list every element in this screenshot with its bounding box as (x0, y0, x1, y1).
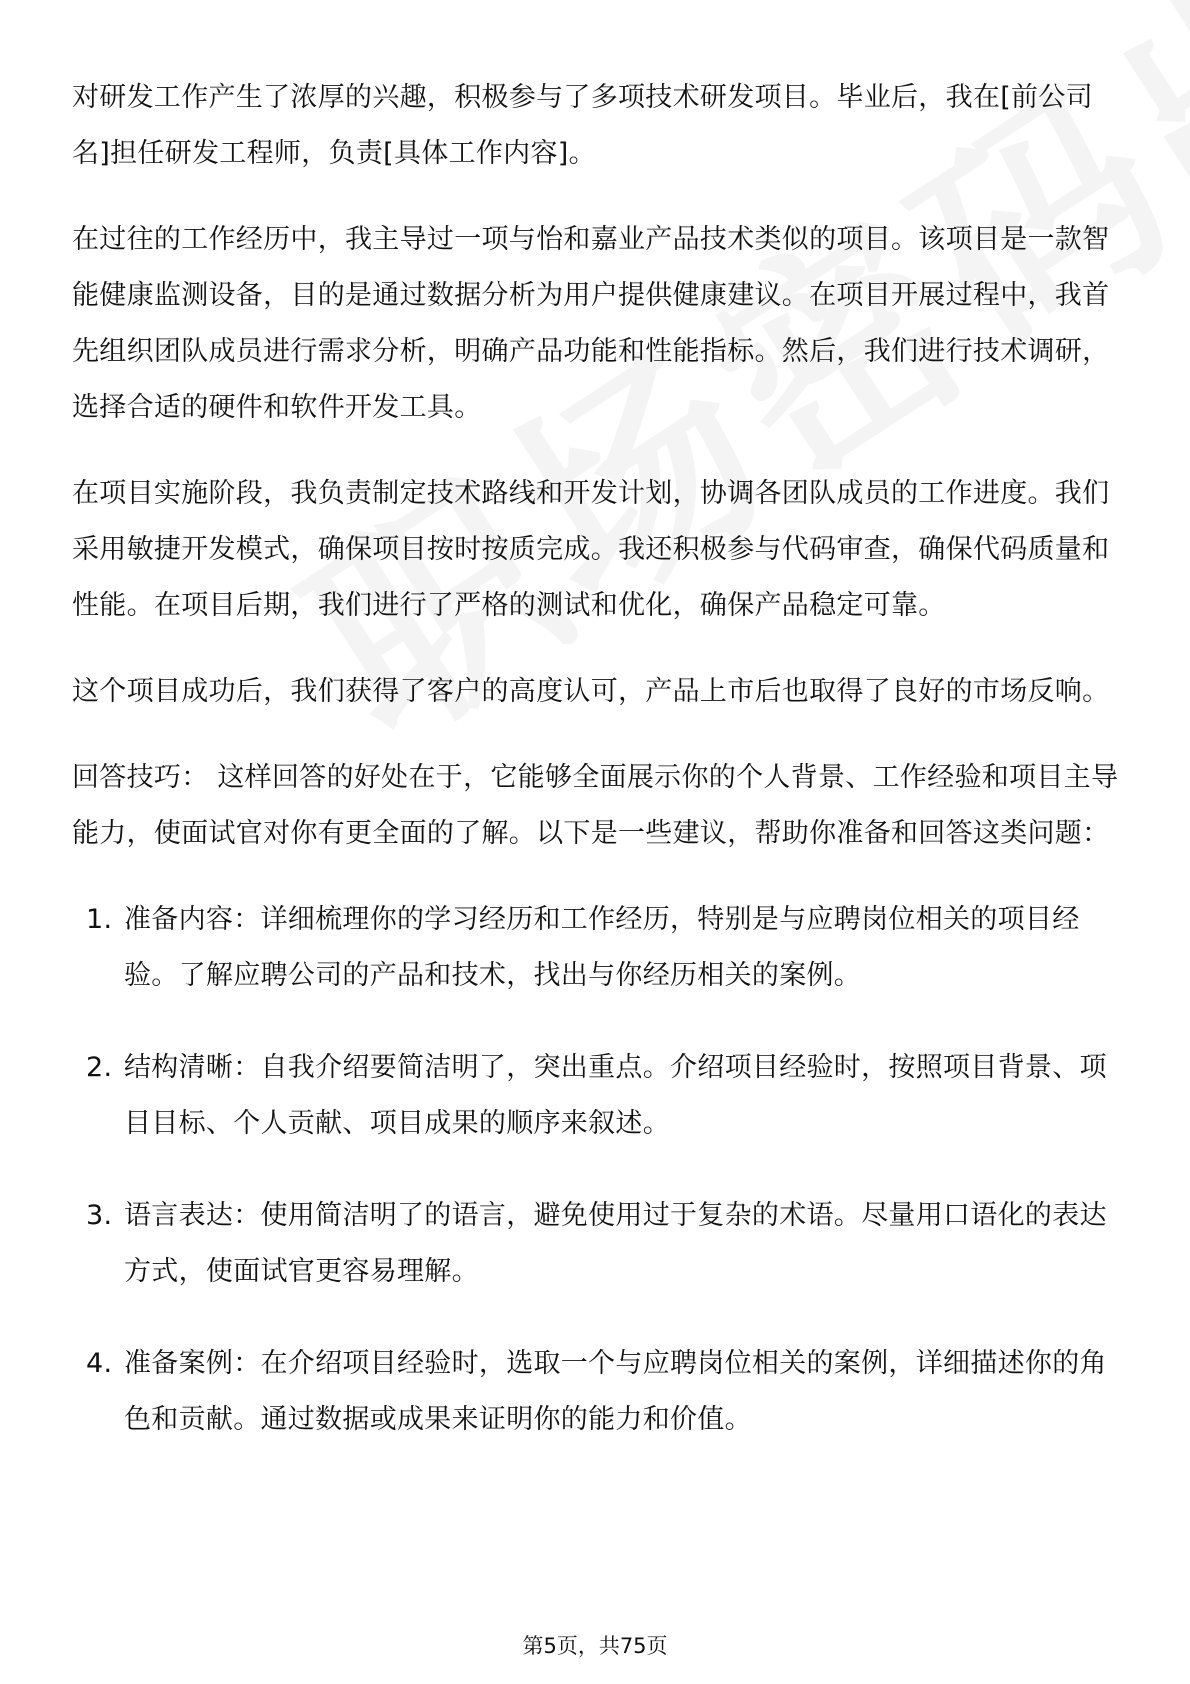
list-item (72, 1040, 1122, 1152)
list-item (72, 1336, 1122, 1448)
list-item-text: 结构清晰：自我介绍要简洁明了，突出重点。介绍项目经验时，按照项目背景、项目目标、个人贡献、项目成果的顺序来叙述。 (124, 1052, 1107, 1139)
list-item-text: 语言表达：使用简洁明了的语言，避免使用过于复杂的术语。尽量用口语化的表达方式，使面试官更容易理解。 (124, 1200, 1107, 1287)
paragraph: 这个项目成功后，我们获得了客户的高度认可，产品上市后也取得了良好的市场反响。 (72, 676, 1110, 707)
page-number: 第5页，共75页 (522, 1634, 668, 1658)
tips-list (72, 892, 1122, 1448)
list-item (72, 892, 1122, 1004)
list-number: 2. (86, 1052, 113, 1083)
list-item (72, 1188, 1122, 1300)
list-item-text: 准备内容：详细梳理你的学习经历和工作经历，特别是与应聘岗位相关的项目经验。了解应聘公司的产品和技术，找出与你经历相关的案例。 (124, 904, 1080, 991)
paragraph: 对研发工作产生了浓厚的兴趣，积极参与了多项技术研发项目。毕业后，我在[前公司名]担任研发工程师，负责[具体工作内容]。 (72, 82, 1093, 169)
list-number: 4. (86, 1348, 113, 1379)
list-number: 1. (86, 904, 113, 935)
paragraph: 在项目实施阶段，我负责制定技术路线和开发计划，协调各团队成员的工作进度。我们采用敏捷开发模式，确保项目按时按质完成。我还积极参与代码审查，确保代码质量和性能。在项目后期，我们进行了严格的测试和优化，确保产品稳定可靠。 (72, 478, 1110, 621)
answer-tips-intro: 回答技巧： 这样回答的好处在于，它能够全面展示你的个人背景、工作经验和项目主导能力，使面试官对你有更全面的了解。以下是一些建议，帮助你准备和回答这类问题： (72, 762, 1119, 849)
paragraph: 在过往的工作经历中，我主导过一项与怡和嘉业产品技术类似的项目。该项目是一款智能健康监测设备，目的是通过数据分析为用户提供健康建议。在项目开展过程中，我首先组织团队成员进行需求分析，明确产品功能和性能指标。然后，我们进行技术调研，选择合适的硬件和软件开发工具。 (72, 224, 1110, 423)
list-number: 3. (86, 1200, 113, 1231)
list-item-text: 准备案例：在介绍项目经验时，选取一个与应聘岗位相关的案例，详细描述你的角色和贡献。通过数据或成果来证明你的能力和价值。 (124, 1348, 1107, 1435)
document-body (72, 70, 1122, 1484)
